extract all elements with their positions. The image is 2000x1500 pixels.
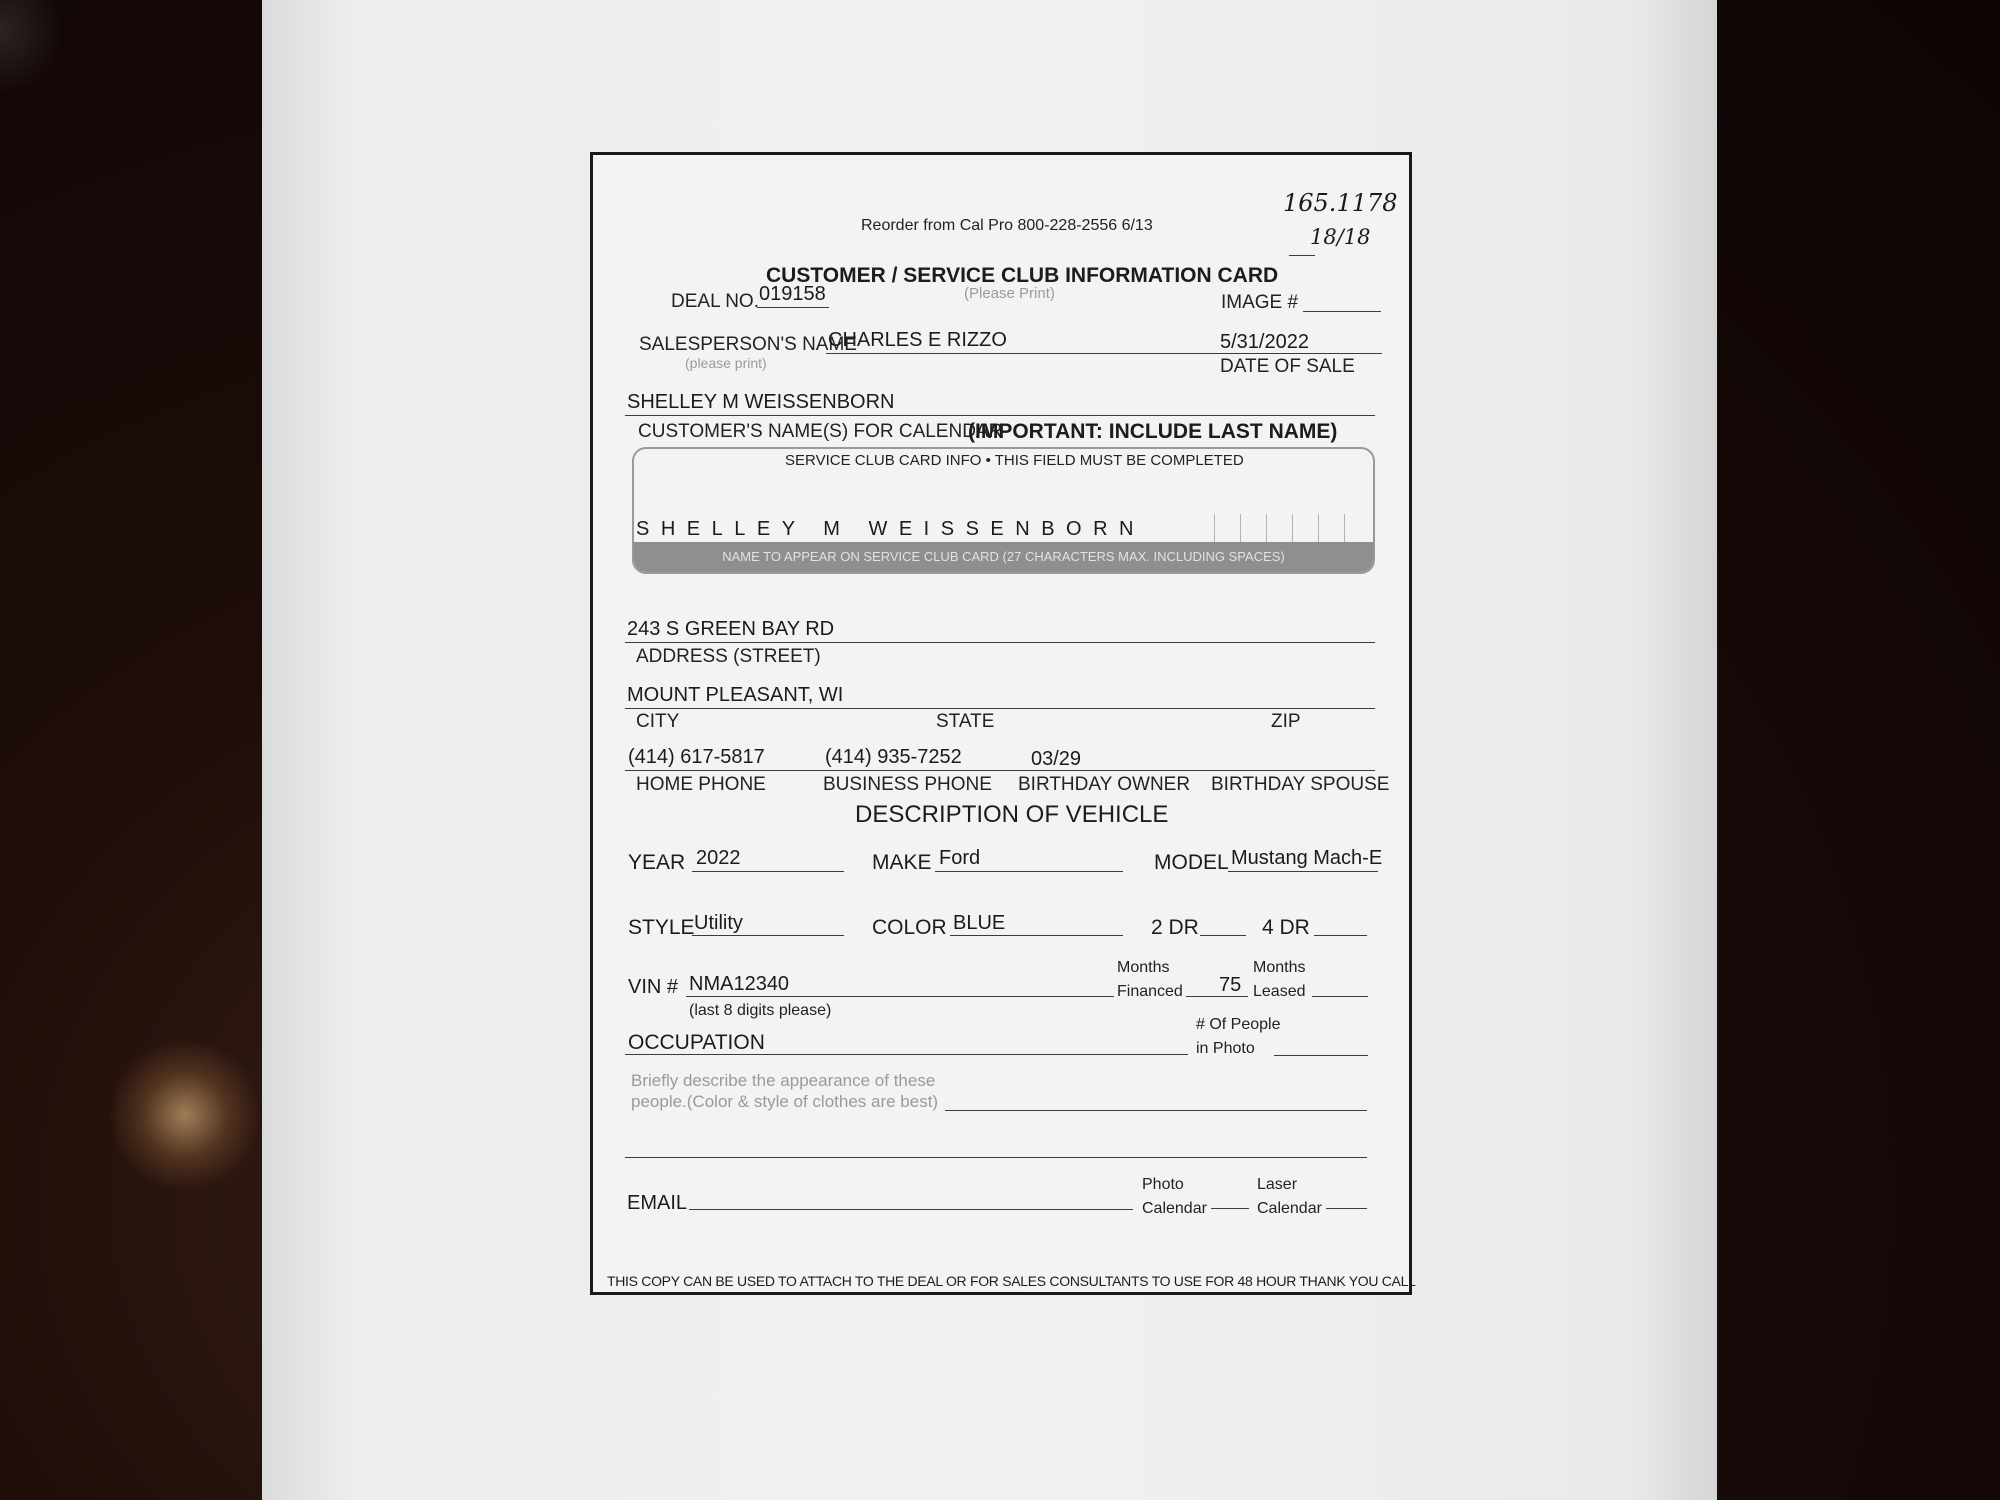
email-label: EMAIL bbox=[627, 1192, 688, 1214]
image-number-label: IMAGE # bbox=[1221, 292, 1299, 313]
birthday-spouse-label: BIRTHDAY SPOUSE bbox=[1211, 774, 1390, 795]
color-label: COLOR bbox=[872, 916, 947, 939]
handwritten-number: 165.1178 bbox=[1283, 189, 1398, 217]
deal-no-value: 019158 bbox=[759, 283, 826, 305]
address-label: ADDRESS (STREET) bbox=[636, 646, 821, 667]
occupation-label: OCCUPATION bbox=[628, 1031, 765, 1054]
vin-sub-label: (last 8 digits please) bbox=[689, 1002, 832, 1019]
service-club-card-band: NAME TO APPEAR ON SERVICE CLUB CARD (27 CHARACTERS MAX. INCLUDING SPACES) bbox=[634, 542, 1373, 572]
photo-calendar-label-1: Photo bbox=[1142, 1176, 1184, 1193]
handwritten-date: 18/18 bbox=[1310, 225, 1371, 249]
model-value: Mustang Mach-E bbox=[1231, 847, 1383, 869]
vehicle-section-header: DESCRIPTION OF VEHICLE bbox=[855, 801, 1169, 828]
months-financed-label-1: Months bbox=[1117, 959, 1170, 976]
service-club-card-name: SHELLEY M WEISSENBORN bbox=[636, 518, 1145, 540]
vin-value: NMA12340 bbox=[689, 973, 790, 995]
date-of-sale-label: DATE OF SALE bbox=[1220, 356, 1355, 377]
form-footer: THIS COPY CAN BE USED TO ATTACH TO THE DEAL OR FOR SALES CONSULTANTS TO USE FOR 48 HOUR THANK YOU CALL bbox=[607, 1273, 1416, 1289]
service-club-card-form bbox=[590, 152, 1416, 1295]
business-phone-label: BUSINESS PHONE bbox=[823, 774, 992, 795]
describe-appearance-line-1: Briefly describe the appearance of these bbox=[631, 1071, 936, 1090]
birthday-owner-label: BIRTHDAY OWNER bbox=[1018, 774, 1191, 795]
address-value: 243 S GREEN BAY RD bbox=[627, 618, 835, 640]
form-title: CUSTOMER / SERVICE CLUB INFORMATION CARD bbox=[766, 264, 1279, 287]
style-value: Utility bbox=[694, 912, 743, 934]
light-glare bbox=[110, 1040, 260, 1190]
months-leased-label-1: Months bbox=[1253, 959, 1306, 976]
salesperson-label: SALESPERSON'S NAME bbox=[639, 334, 857, 355]
year-value: 2022 bbox=[696, 847, 741, 869]
home-phone-label: HOME PHONE bbox=[636, 774, 766, 795]
people-in-photo-label-2: in Photo bbox=[1196, 1040, 1255, 1057]
city-label: CITY bbox=[636, 711, 680, 732]
style-label: STYLE bbox=[628, 916, 695, 939]
customer-name-value: SHELLEY M WEISSENBORN bbox=[627, 391, 895, 413]
home-phone-value: (414) 617-5817 bbox=[628, 746, 765, 768]
deal-no-label: DEAL NO. bbox=[671, 291, 759, 312]
important-note: (IMPORTANT: INCLUDE LAST NAME) bbox=[968, 420, 1338, 443]
salesperson-sub-label: (please print) bbox=[685, 355, 767, 371]
model-label: MODEL bbox=[1154, 851, 1229, 874]
customer-name-label: CUSTOMER'S NAME(S) FOR CALENDAR bbox=[638, 421, 1003, 442]
reorder-text: Reorder from Cal Pro 800-228-2556 6/13 bbox=[861, 217, 1153, 234]
salesperson-value: CHARLES E RIZZO bbox=[828, 329, 1007, 351]
service-club-header: SERVICE CLUB CARD INFO • THIS FIELD MUST BE COMPLETED bbox=[785, 452, 1244, 469]
laser-calendar-label-1: Laser bbox=[1257, 1176, 1298, 1193]
make-label: MAKE bbox=[872, 851, 932, 874]
months-financed-label-2: Financed bbox=[1117, 983, 1183, 1000]
four-door-label: 4 DR bbox=[1262, 916, 1310, 939]
zip-label: ZIP bbox=[1271, 711, 1301, 732]
describe-appearance-line-2: people.(Color & style of clothes are best) bbox=[631, 1092, 939, 1111]
state-label: STATE bbox=[936, 711, 995, 732]
laser-calendar-label-2: Calendar bbox=[1257, 1200, 1322, 1217]
vin-label: VIN # bbox=[628, 976, 679, 998]
months-leased-label-2: Leased bbox=[1253, 983, 1306, 1000]
two-door-label: 2 DR bbox=[1151, 916, 1199, 939]
service-club-card-box bbox=[632, 447, 1375, 574]
please-print-note: (Please Print) bbox=[964, 285, 1055, 302]
photo-calendar-label-2: Calendar bbox=[1142, 1200, 1207, 1217]
birthday-owner-value: 03/29 bbox=[1031, 748, 1082, 770]
business-phone-value: (414) 935-7252 bbox=[825, 746, 962, 768]
months-financed-value: 75 bbox=[1219, 974, 1242, 996]
city-state-value: MOUNT PLEASANT, WI bbox=[627, 684, 844, 706]
people-in-photo-label-1: # Of People bbox=[1196, 1016, 1281, 1033]
make-value: Ford bbox=[939, 847, 981, 869]
corner-shadow bbox=[0, 0, 60, 100]
color-value: BLUE bbox=[953, 912, 1006, 934]
year-label: YEAR bbox=[628, 851, 686, 874]
date-of-sale-value: 5/31/2022 bbox=[1220, 331, 1309, 353]
